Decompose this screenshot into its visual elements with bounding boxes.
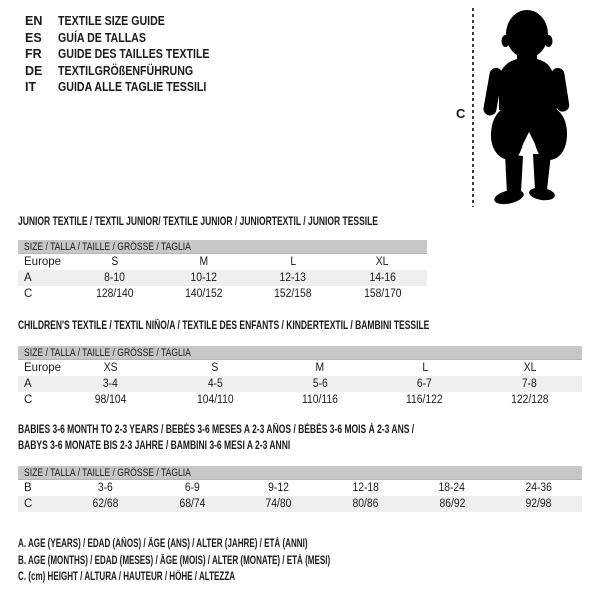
- table-row-europe: [18, 254, 427, 270]
- size-cell: 128/140: [95, 288, 134, 300]
- size-cell: 4-5: [207, 378, 223, 390]
- baby-silhouette: [483, 8, 578, 208]
- size-cell: 10-12: [190, 272, 218, 284]
- size-cell: 7-8: [522, 378, 538, 390]
- size-cell: S: [211, 362, 219, 374]
- row-label-cell: A: [24, 272, 32, 284]
- language-row-de: [25, 63, 236, 80]
- size-cell: 158/170: [363, 288, 402, 300]
- size-cell: 116/122: [406, 394, 444, 406]
- table-row-height: [18, 286, 427, 302]
- row-label-cell: C: [24, 394, 33, 406]
- footnote-a: A. AGE (YEARS) / EDAD (AÑOS) / ÂGE (ANS) / ALTER (JAHRE) / ETÀ (ANNI): [18, 538, 308, 550]
- size-cell: XS: [103, 362, 118, 374]
- table-row-europe: [18, 360, 582, 376]
- size-cell: 6-7: [417, 378, 433, 390]
- size-cell: 122/128: [510, 394, 549, 406]
- table-row-age: [18, 270, 427, 286]
- size-cell: M: [315, 362, 325, 374]
- size-cell: 86/92: [439, 498, 465, 510]
- junior-table-title: JUNIOR TEXTILE / TEXTIL JUNIOR/ TEXTILE JUNIOR / JUNIORTEXTIL / JUNIOR TESSILE: [18, 216, 378, 228]
- language-row-es: [25, 30, 236, 47]
- children-size-table: [18, 346, 582, 408]
- language-row-fr: [25, 46, 236, 63]
- language-row-it: [25, 79, 236, 96]
- size-cell: 74/80: [265, 498, 292, 510]
- size-cell: 5-6: [312, 378, 328, 390]
- row-label-cell: C: [24, 288, 33, 300]
- babies-table-title-line1: BABIES 3-6 MONTH TO 2-3 YEARS / BEBÉS 3-6 MESES A 2-3 AÑOS / BÉBÉS 3-6 MOIS À 2-3 ANS /: [18, 424, 415, 436]
- size-cell: 6-9: [184, 482, 200, 494]
- language-title: GUÍA DE TALLAS: [58, 30, 146, 45]
- language-title: GUIDA ALLE TAGLIE TESSILI: [58, 80, 207, 94]
- size-cell: 152/158: [274, 288, 312, 300]
- size-cell: 8-10: [104, 272, 125, 284]
- junior-size-table: [18, 240, 427, 302]
- language-code: EN: [25, 14, 43, 28]
- footnote-b: B. AGE (MONTHS) / EDAD (MESES) / ÂGE (MOIS) / ALTER (MONATE) / ETÀ (MESI): [18, 554, 331, 567]
- language-title-list: [25, 13, 236, 96]
- language-code: IT: [25, 80, 37, 94]
- size-cell: 3-4: [102, 378, 118, 390]
- size-cell: 98/104: [94, 394, 127, 406]
- size-cell: XL: [523, 362, 536, 374]
- table-row-age: [18, 376, 582, 392]
- language-code: DE: [25, 63, 43, 78]
- size-cell: 110/116: [302, 394, 338, 406]
- size-cell: 18-24: [438, 482, 466, 494]
- language-code: FR: [25, 47, 42, 61]
- babies-size-table: [18, 466, 582, 512]
- language-title: GUIDE DES TAILLES TEXTILE: [58, 47, 210, 61]
- size-cell: L: [421, 362, 428, 374]
- size-header-row: SIZE / TALLA / TAILLE / GRÖSSE / TAGLIA: [18, 240, 427, 254]
- size-cell: 92/98: [525, 498, 552, 510]
- language-row-en: [25, 13, 236, 30]
- footnote-list: [18, 536, 464, 586]
- size-cell: 68/74: [179, 498, 205, 510]
- row-label-cell: Europe: [24, 256, 62, 268]
- size-cell: 62/68: [92, 498, 119, 510]
- size-cell: M: [199, 256, 209, 268]
- row-label-cell: A: [24, 378, 32, 390]
- size-cell: S: [111, 256, 119, 268]
- size-header-row: SIZE / TALLA / TAILLE / GRÖSSE / TAGLIA: [18, 466, 582, 480]
- language-title: TEXTILE SIZE GUIDE: [58, 14, 165, 28]
- table-row-height: [18, 496, 582, 512]
- babies-table-title-line2: BABYS 3-6 MONATE BIS 2-3 JAHRE / BAMBINI 3-6 MESI A 2-3 ANNI: [18, 440, 291, 452]
- children-table-title: CHILDREN'S TEXTILE / TEXTIL NIÑO/A / TEXTILE DES ENFANTS / KINDERTEXTIL / BAMBINI TESSILE: [18, 320, 430, 332]
- footnote-c: C. (cm) HEIGHT / ALTURA / HAUTEUR / HÖHE / ALTEZZA: [18, 571, 236, 583]
- height-measure-line: [472, 8, 474, 207]
- size-cell: 24-36: [525, 482, 552, 494]
- size-cell: 104/110: [196, 394, 234, 406]
- language-title: TEXTILGRÖßENFÜHRUNG: [58, 63, 194, 78]
- size-cell: 14-16: [369, 272, 396, 284]
- size-cell: 12-13: [279, 272, 307, 284]
- size-header-row: SIZE / TALLA / TAILLE / GRÖSSE / TAGLIA: [18, 346, 582, 360]
- row-label-cell: B: [24, 482, 32, 494]
- language-code: ES: [25, 30, 42, 45]
- size-cell: 12-18: [352, 482, 379, 494]
- size-cell: 140/152: [185, 288, 223, 300]
- size-cell: XL: [376, 256, 389, 268]
- size-cell: 3-6: [97, 482, 113, 494]
- height-measure-label: C: [456, 106, 466, 121]
- size-cell: 80/86: [352, 498, 379, 510]
- row-label-cell: Europe: [24, 362, 62, 374]
- row-label-cell: C: [24, 498, 33, 510]
- size-cell: 9-12: [268, 482, 290, 494]
- table-row-months: [18, 480, 582, 496]
- table-row-height: [18, 392, 582, 408]
- size-cell: L: [290, 256, 297, 268]
